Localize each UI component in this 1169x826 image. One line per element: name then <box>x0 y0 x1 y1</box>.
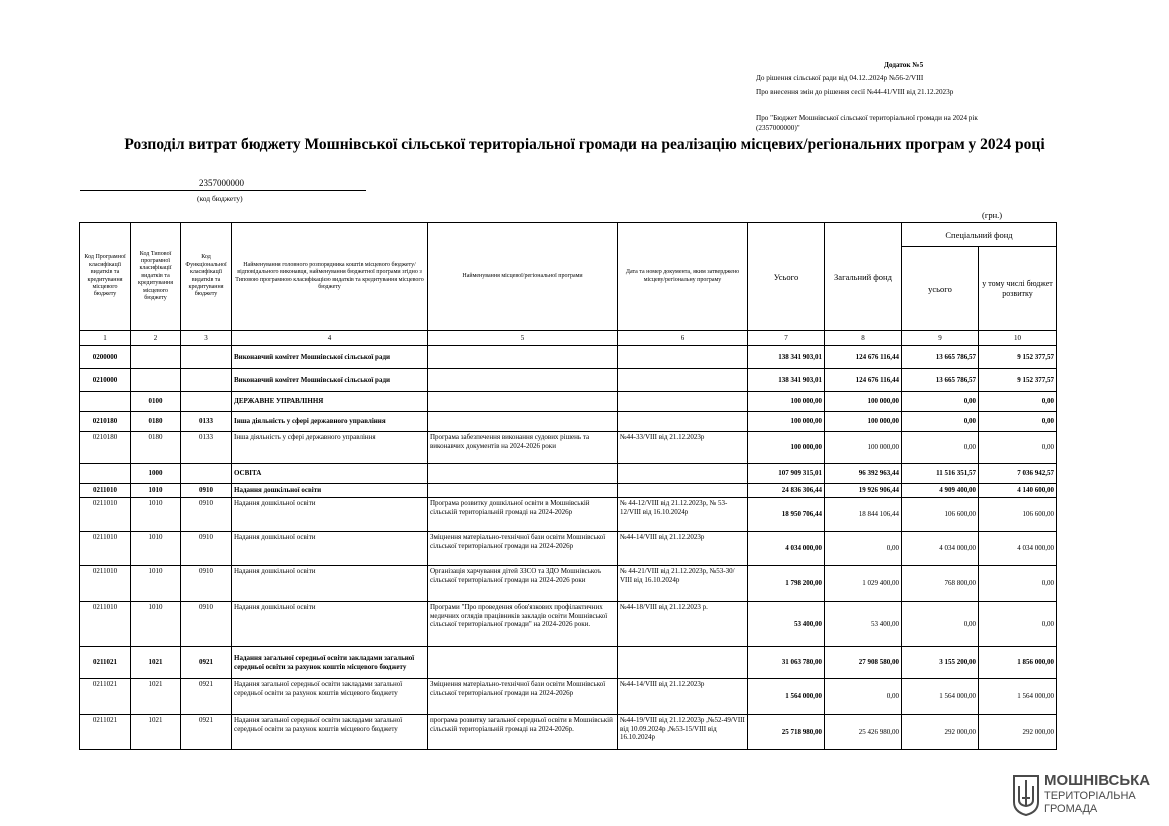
cell-general-fund-amount: 100 000,00 <box>825 392 902 412</box>
cell-general-fund-amount: 19 926 906,44 <box>825 484 902 498</box>
table-row <box>80 432 1057 464</box>
cell-program-name <box>428 346 618 369</box>
cell-approval-document <box>618 464 748 484</box>
cell-development-budget-amount: 4 034 000,00 <box>979 532 1057 566</box>
program-expenditure-table <box>79 222 1057 750</box>
cell-program-name: Зміцнення матеріально-технічної бази освіти Мошнівської сільської територіальної громади на 2024-2026р <box>428 532 618 566</box>
cell-program-name: Програма забезпечення виконання судових рішень та виконавчих документів на 2024-2026 роки <box>428 432 618 464</box>
cell-program-code: 0210000 <box>80 369 131 392</box>
cell-special-fund-amount: 13 665 786,57 <box>902 369 979 392</box>
cell-total-amount: 31 063 780,00 <box>748 647 825 679</box>
col-number: 7 <box>748 331 825 346</box>
cell-special-fund-amount: 292 000,00 <box>902 715 979 750</box>
cell-program-name <box>428 484 618 498</box>
cell-total-amount: 138 341 903,01 <box>748 369 825 392</box>
table-row <box>80 412 1057 432</box>
cell-typical-code: 1000 <box>131 464 181 484</box>
cell-approval-document: № 44-21/VIII від 21.12.2023р, №53-30/ VIII від 16.10.2024р <box>618 566 748 602</box>
cell-total-amount: 100 000,00 <box>748 392 825 412</box>
col-header-document: Дата та номер документа, яким затверджено місцеву/регіональну програму <box>618 223 748 331</box>
logo-line-2: ТЕРИТОРІАЛЬНА <box>1044 790 1136 802</box>
cell-total-amount: 138 341 903,01 <box>748 346 825 369</box>
cell-typical-code: 1021 <box>131 679 181 715</box>
col-number: 5 <box>428 331 618 346</box>
cell-special-fund-amount: 0,00 <box>902 412 979 432</box>
budget-code-underline <box>80 190 366 191</box>
community-logo <box>1012 772 1162 818</box>
cell-functional-code: 0910 <box>181 498 232 532</box>
cell-program-name: Зміцнення матеріально-технічної бази освіти Мошнівської сільської територіальної громади на 2024-2026р <box>428 679 618 715</box>
col-number: 3 <box>181 331 232 346</box>
cell-general-fund-amount: 100 000,00 <box>825 432 902 464</box>
cell-development-budget-amount: 106 600,00 <box>979 498 1057 532</box>
table-row <box>80 679 1057 715</box>
cell-manager-name: Надання загальної середньої освіти закладами загальної середньої освіти за рахунок коштів місцевого бюджету <box>232 647 428 679</box>
cell-manager-name: ОСВІТА <box>232 464 428 484</box>
cell-special-fund-amount: 11 516 351,57 <box>902 464 979 484</box>
cell-general-fund-amount: 124 676 116,44 <box>825 369 902 392</box>
col-header-development-budget: у тому числі бюджет розвитку <box>979 247 1057 331</box>
cell-program-name <box>428 647 618 679</box>
cell-general-fund-amount: 53 400,00 <box>825 602 902 647</box>
budget-code-label: (код бюджету) <box>197 194 243 203</box>
cell-functional-code <box>181 392 232 412</box>
cell-special-fund-amount: 3 155 200,00 <box>902 647 979 679</box>
cell-total-amount: 18 950 706,44 <box>748 498 825 532</box>
cell-typical-code: 1021 <box>131 647 181 679</box>
col-number: 9 <box>902 331 979 346</box>
cell-special-fund-amount: 4 909 400,00 <box>902 484 979 498</box>
cell-special-fund-amount: 0,00 <box>902 392 979 412</box>
cell-total-amount: 100 000,00 <box>748 432 825 464</box>
cell-development-budget-amount: 0,00 <box>979 602 1057 647</box>
cell-program-code: 0211021 <box>80 715 131 750</box>
cell-functional-code: 0921 <box>181 647 232 679</box>
cell-general-fund-amount: 0,00 <box>825 679 902 715</box>
col-number: 6 <box>618 331 748 346</box>
table-row <box>80 498 1057 532</box>
cell-typical-code: 0180 <box>131 412 181 432</box>
cell-program-code: 0211021 <box>80 679 131 715</box>
cell-program-code: 0211010 <box>80 484 131 498</box>
col-header-program-name: Найменування місцевої/регіональної програми <box>428 223 618 331</box>
col-header-total: Усього <box>748 223 825 331</box>
col-header-special-fund: Спеціальний фонд <box>902 223 1057 247</box>
decision-line: До рішення сільської ради від 04.12..2024р №56-2/VIII <box>756 74 924 82</box>
cell-program-code: 0211010 <box>80 532 131 566</box>
col-number: 1 <box>80 331 131 346</box>
cell-total-amount: 1 798 200,00 <box>748 566 825 602</box>
budget-decision-line: Про "Бюджет Мошнівської сільської територіальної громади на 2024 рік <box>756 114 978 122</box>
cell-total-amount: 100 000,00 <box>748 412 825 432</box>
cell-typical-code: 1021 <box>131 715 181 750</box>
table-row <box>80 532 1057 566</box>
cell-approval-document: №44-14/VIII від 21.12.2023р <box>618 532 748 566</box>
cell-general-fund-amount: 0,00 <box>825 532 902 566</box>
col-header-typical-code: Код Типової програмної класифікації видатків та кредитування місцевого бюджету <box>131 223 181 331</box>
cell-manager-name: Інша діяльність у сфері державного управління <box>232 432 428 464</box>
cell-approval-document <box>618 392 748 412</box>
amendment-line: Про внесення змін до рішення сесії №44-41/VIII від 21.12.2023р <box>756 88 954 96</box>
cell-approval-document <box>618 346 748 369</box>
cell-development-budget-amount: 0,00 <box>979 566 1057 602</box>
cell-approval-document <box>618 412 748 432</box>
cell-typical-code: 1010 <box>131 484 181 498</box>
cell-approval-document <box>618 647 748 679</box>
cell-program-name: Організація харчування дітей ЗЗСО та ЗДО Мошнівськоъ сільської територіальної громади на 2024-2026 роки <box>428 566 618 602</box>
cell-manager-name: Надання дошкільної освіти <box>232 566 428 602</box>
cell-program-code <box>80 464 131 484</box>
table-row <box>80 346 1057 369</box>
cell-development-budget-amount: 292 000,00 <box>979 715 1057 750</box>
table-row <box>80 392 1057 412</box>
cell-special-fund-amount: 0,00 <box>902 602 979 647</box>
cell-program-code: 0211010 <box>80 566 131 602</box>
cell-development-budget-amount: 7 036 942,57 <box>979 464 1057 484</box>
cell-development-budget-amount: 0,00 <box>979 392 1057 412</box>
cell-approval-document: №44-18/VIII від 21.12.2023 р. <box>618 602 748 647</box>
col-number: 8 <box>825 331 902 346</box>
cell-general-fund-amount: 100 000,00 <box>825 412 902 432</box>
cell-program-code: 0211010 <box>80 602 131 647</box>
cell-general-fund-amount: 1 029 400,00 <box>825 566 902 602</box>
cell-manager-name: Надання загальної середньої освіти закладами загальної середньої освіти за рахунок коштів місцевого бюджету <box>232 679 428 715</box>
cell-development-budget-amount: 0,00 <box>979 432 1057 464</box>
cell-manager-name: Надання дошкільної освіти <box>232 484 428 498</box>
cell-general-fund-amount: 25 426 980,00 <box>825 715 902 750</box>
cell-development-budget-amount: 1 856 000,00 <box>979 647 1057 679</box>
cell-manager-name: Інша діяльність у сфері державного управління <box>232 412 428 432</box>
cell-program-name: Програми "Про проведення обов'язкових профілактичних медичних оглядів працівників закладів освіти Мошнівської сільської територіальної громади" на 2024-2026 роки. <box>428 602 618 647</box>
cell-development-budget-amount: 0,00 <box>979 412 1057 432</box>
cell-program-code: 0210180 <box>80 412 131 432</box>
cell-functional-code: 0910 <box>181 602 232 647</box>
cell-special-fund-amount: 768 800,00 <box>902 566 979 602</box>
cell-approval-document: №44-19/VIII від 21.12.2023р ,№52-49/VIII від 10.09.2024р ,№53-15/VIII від 16.10.2024р <box>618 715 748 750</box>
col-header-functional-code: Код Функціональної класифікації видатків та кредитування бюджету <box>181 223 232 331</box>
appendix-number: Додаток №5 <box>884 61 924 69</box>
table-row <box>80 647 1057 679</box>
cell-functional-code: 0910 <box>181 532 232 566</box>
cell-typical-code: 1010 <box>131 566 181 602</box>
col-header-special-total: усього <box>902 247 979 331</box>
col-header-program-code: Код Програмної класифікації видатків та кредитування місцевого бюджету <box>80 223 131 331</box>
page-title: Розподіл витрат бюджету Мошнівської сільської територіальної громади на реалізацію місцевих/регіональних програм у 2024 році <box>124 136 1045 153</box>
cell-manager-name: Надання загальної середньої освіти закладами загальної середньої освіти за рахунок коштів місцевого бюджету <box>232 715 428 750</box>
table-row <box>80 369 1057 392</box>
cell-program-code: 0210180 <box>80 432 131 464</box>
cell-functional-code: 0910 <box>181 566 232 602</box>
cell-program-code: 0200000 <box>80 346 131 369</box>
table-row <box>80 484 1057 498</box>
cell-manager-name: Надання дошкільної освіти <box>232 532 428 566</box>
cell-development-budget-amount: 9 152 377,57 <box>979 346 1057 369</box>
cell-program-name: Програма розвитку дошкільної освіти в Мошнівській сільській територіальній громаді на 2024-2026р <box>428 498 618 532</box>
table-row <box>80 602 1057 647</box>
cell-typical-code: 0100 <box>131 392 181 412</box>
cell-program-code: 0211010 <box>80 498 131 532</box>
cell-manager-name: Надання дошкільної освіти <box>232 602 428 647</box>
cell-general-fund-amount: 27 908 580,00 <box>825 647 902 679</box>
cell-manager-name: Виконавчий комітет Мошнівської сільської ради <box>232 346 428 369</box>
cell-special-fund-amount: 106 600,00 <box>902 498 979 532</box>
cell-functional-code: 0133 <box>181 412 232 432</box>
trident-emblem-icon <box>1012 774 1040 816</box>
cell-program-name <box>428 464 618 484</box>
cell-special-fund-amount: 1 564 000,00 <box>902 679 979 715</box>
table-row <box>80 464 1057 484</box>
currency-unit: (грн.) <box>982 210 1003 220</box>
cell-manager-name: Виконавчий комітет Мошнівської сільської ради <box>232 369 428 392</box>
col-number: 2 <box>131 331 181 346</box>
cell-special-fund-amount: 13 665 786,57 <box>902 346 979 369</box>
col-number: 4 <box>232 331 428 346</box>
cell-functional-code: 0921 <box>181 715 232 750</box>
cell-development-budget-amount: 1 564 000,00 <box>979 679 1057 715</box>
table-row <box>80 715 1057 750</box>
logo-line-3: ГРОМАДА <box>1044 803 1098 815</box>
cell-typical-code: 0180 <box>131 432 181 464</box>
cell-functional-code <box>181 464 232 484</box>
cell-typical-code <box>131 369 181 392</box>
cell-typical-code: 1010 <box>131 602 181 647</box>
cell-program-name: програма розвитку загальної середньої освіти в Мошнівській сільській територіальній громаді на 2024-2026р. <box>428 715 618 750</box>
cell-approval-document: №44-33/VIII від 21.12.2023р <box>618 432 748 464</box>
table-row <box>80 566 1057 602</box>
cell-program-code <box>80 392 131 412</box>
cell-functional-code: 0910 <box>181 484 232 498</box>
cell-total-amount: 25 718 980,00 <box>748 715 825 750</box>
budget-code-ref: (2357000000)" <box>756 124 800 132</box>
cell-manager-name: ДЕРЖАВНЕ УПРАВЛІННЯ <box>232 392 428 412</box>
budget-code: 2357000000 <box>199 178 244 188</box>
cell-total-amount: 4 034 000,00 <box>748 532 825 566</box>
cell-functional-code: 0133 <box>181 432 232 464</box>
cell-general-fund-amount: 18 844 106,44 <box>825 498 902 532</box>
cell-program-name <box>428 412 618 432</box>
cell-approval-document <box>618 369 748 392</box>
cell-total-amount: 1 564 000,00 <box>748 679 825 715</box>
col-header-manager-name: Найменування головного розпорядника коштів місцевого бюджету/ відповідального виконавця, найменування бюджетної програми згідно з Типовою програмною класифікацією видатків та кредитування місцевого бюджету <box>232 223 428 331</box>
cell-general-fund-amount: 124 676 116,44 <box>825 346 902 369</box>
col-number: 10 <box>979 331 1057 346</box>
cell-development-budget-amount: 4 140 600,00 <box>979 484 1057 498</box>
cell-total-amount: 107 909 315,01 <box>748 464 825 484</box>
cell-functional-code <box>181 369 232 392</box>
cell-program-code: 0211021 <box>80 647 131 679</box>
cell-program-name <box>428 369 618 392</box>
cell-typical-code: 1010 <box>131 532 181 566</box>
cell-typical-code <box>131 346 181 369</box>
col-header-general-fund: Загальний фонд <box>825 223 902 331</box>
cell-general-fund-amount: 96 392 963,44 <box>825 464 902 484</box>
cell-manager-name: Надання дошкільної освіти <box>232 498 428 532</box>
cell-special-fund-amount: 0,00 <box>902 432 979 464</box>
cell-functional-code <box>181 346 232 369</box>
cell-development-budget-amount: 9 152 377,57 <box>979 369 1057 392</box>
cell-approval-document: № 44-12/VIII від 21.12.2023р, № 53-12/VIII від 16.10.2024р <box>618 498 748 532</box>
cell-program-name <box>428 392 618 412</box>
cell-typical-code: 1010 <box>131 498 181 532</box>
cell-approval-document <box>618 484 748 498</box>
cell-functional-code: 0921 <box>181 679 232 715</box>
cell-approval-document: №44-14/VIII від 21.12.2023р <box>618 679 748 715</box>
logo-line-1: МОШНІВСЬКА <box>1044 772 1151 789</box>
cell-total-amount: 24 836 306,44 <box>748 484 825 498</box>
cell-special-fund-amount: 4 034 000,00 <box>902 532 979 566</box>
cell-total-amount: 53 400,00 <box>748 602 825 647</box>
